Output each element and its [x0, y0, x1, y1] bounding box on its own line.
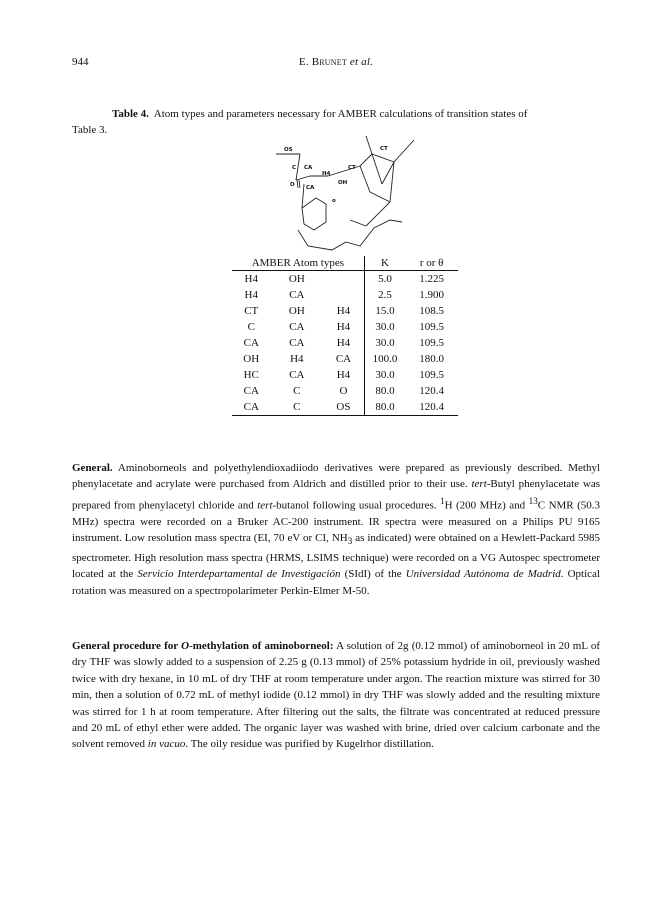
procedure-heading	[72, 640, 334, 652]
procedure-text-italic: in vacuo	[147, 738, 186, 751]
cell-r: 108.5	[419, 305, 444, 317]
running-head-author: E. Brunet	[298, 56, 347, 68]
cell-k: 30.0	[364, 367, 405, 383]
general-text: C NMR (50.3 MHz) spectra were recorded on a Bruker AC-200 instrument. IR spectra were measured on a Philips PU 9165 instrument. Low resolution mass spectra (EI, 70 eV or CI, NH	[72, 499, 601, 545]
cell-atom2: C	[271, 399, 324, 416]
general-text-italic: Universidad Autónoma de Madrid	[405, 568, 561, 581]
table-row	[232, 399, 458, 416]
cell-atom2: OH	[288, 305, 305, 317]
cell-k: 30.0	[364, 335, 405, 351]
cell-atom2: OH	[288, 273, 305, 285]
general-text: Aminoborneols and polyethylendioxadiiodo derivatives were prepared as previously described. Methyl phenylacetate and acrylate were purchased from Aldrich and distilled prior to their use.	[72, 462, 600, 491]
cell-atom1: C	[247, 321, 255, 333]
cell-atom1: OH	[243, 353, 260, 365]
cell-r: 1.225	[419, 273, 444, 285]
cell-atom1: H4	[244, 289, 258, 301]
table-caption	[72, 106, 600, 138]
table-caption-text-2: Table 3.	[72, 124, 108, 136]
superscript: 1	[439, 495, 445, 506]
header-r-theta: r or θ	[405, 256, 458, 271]
cell-atom2: CA	[289, 289, 305, 301]
cell-atom3: OS	[323, 399, 364, 416]
table-caption-label: Table 4.	[112, 108, 149, 120]
general-text: as indicated) were obtained on a Hewlett-Packard 5985 spectrometer. High resolution mass spectra (HRMS, LSIMS technique) were recorded on a VG Autospec spectrometer located at the	[72, 532, 600, 581]
cell-r: 1.900	[419, 289, 444, 301]
cell-atom3	[323, 287, 364, 303]
table-row	[232, 271, 458, 288]
label-oh: OH	[338, 180, 348, 186]
cell-atom1: H4	[244, 273, 258, 285]
cell-atom2: H4	[290, 353, 304, 365]
label-ca: CA	[304, 165, 313, 171]
cell-atom3	[323, 271, 364, 288]
header-k: K	[364, 256, 405, 271]
general-paragraph	[72, 460, 600, 599]
superscript: 13	[528, 495, 538, 506]
procedure-heading-italic: O	[181, 640, 190, 652]
cell-r: 109.5	[419, 321, 444, 333]
cell-k: 100.0	[364, 351, 405, 367]
table-row	[232, 335, 458, 351]
cell-k: 30.0	[364, 319, 405, 335]
procedure-heading-part: General procedure for	[72, 640, 182, 652]
label-o: O	[290, 182, 295, 188]
cell-atom3: H4	[336, 369, 351, 381]
cell-atom3: O	[339, 385, 348, 397]
cell-atom1: CA	[232, 399, 271, 416]
table-caption-text: Atom types and parameters necessary for AMBER calculations of transition states of	[153, 108, 528, 120]
label-ct-mid: CT	[348, 165, 356, 171]
cell-k: 80.0	[364, 383, 405, 399]
cell-k: 15.0	[364, 303, 405, 319]
running-head	[0, 56, 672, 68]
cell-atom2: CA	[289, 337, 305, 349]
table-row	[232, 367, 458, 383]
procedure-text: A solution of 2g (0.12 mmol) of aminoborneol in 20 mL of dry THF was slowly added to a suspension of 2.25 g (0.13 mmol) of 25% potassium hydride in oil, previously washed twice with dry hexane, in 10 mL of dry THF at room temperature under argon. The reaction mixture was stirred for 30 min, then a solution of 0.72 mL of methyl iodide (0.12 mmol) in dry THF was slowly added and the resulting mixture was stirred for 1 h at room temperature. After filtering out the salts, the filtrate was concentrated at reduced pressure and 20 mL of ethyl ether were added. The organic layer was washed with brine, dried over calcium carbonate and the solvent removed	[72, 640, 600, 751]
general-text: . Optical rotation was measured on a spectropolarimeter Perkin-Elmer M-50.	[72, 568, 600, 597]
cell-atom1: CA	[243, 337, 259, 349]
general-text-italic: tert	[471, 478, 487, 491]
cell-atom1: CA	[243, 385, 259, 397]
cell-k: 2.5	[364, 287, 405, 303]
general-text-italic: Servicio Interdepartamental de Investigación	[137, 568, 341, 581]
cell-atom3: H4	[336, 337, 351, 349]
cell-r: 120.4	[405, 399, 458, 416]
cell-k: 80.0	[364, 399, 405, 416]
label-h4: H4	[322, 171, 331, 177]
general-text: -Butyl phenylacetate was prepared from phenylacetyl chloride and	[72, 478, 600, 512]
label-c: C	[292, 165, 297, 171]
page-number: 944	[72, 56, 89, 68]
label-ca-ring: CA	[306, 185, 315, 191]
subscript: 3	[347, 536, 353, 547]
general-text-italic: tert	[257, 499, 273, 512]
table-row	[232, 287, 458, 303]
table-row	[232, 319, 458, 335]
procedure-paragraph	[72, 638, 600, 753]
cell-k: 5.0	[364, 271, 405, 288]
general-text: (SIdI) of the	[340, 568, 406, 581]
table-header-row	[232, 256, 458, 271]
transition-state-structure-figure	[262, 136, 472, 260]
procedure-heading-part: -methylation of aminoborneol:	[189, 640, 334, 652]
amber-parameters-table	[232, 256, 458, 416]
cell-atom3: H4	[336, 321, 351, 333]
cell-atom3: CA	[335, 353, 352, 365]
procedure-text: . The oily residue was purified by Kugelrhor distillation.	[185, 738, 434, 751]
cell-atom1: HC	[243, 369, 259, 381]
table-row	[232, 351, 458, 367]
cell-atom3: H4	[336, 305, 351, 317]
cell-r: 109.5	[419, 337, 444, 349]
table-row	[232, 383, 458, 399]
cell-r: 180.0	[419, 353, 444, 365]
table-row	[232, 303, 458, 319]
cell-atom2: C	[293, 385, 301, 397]
label-os: OS	[284, 147, 293, 153]
label-o-small: o	[332, 198, 336, 204]
general-heading: General.	[72, 462, 113, 474]
general-text: H (200 MHz) and	[444, 499, 529, 512]
cell-atom2: CA	[289, 369, 305, 381]
cell-atom1: CT	[244, 305, 259, 317]
cell-r: 120.4	[419, 385, 444, 397]
general-text: -butanol following usual procedures.	[272, 499, 440, 512]
header-atom-types: AMBER Atom types	[232, 256, 364, 271]
cell-r: 109.5	[419, 369, 444, 381]
running-head-etal: et al.	[349, 56, 374, 68]
cell-atom2: CA	[289, 321, 305, 333]
label-ct-top: CT	[380, 146, 388, 152]
